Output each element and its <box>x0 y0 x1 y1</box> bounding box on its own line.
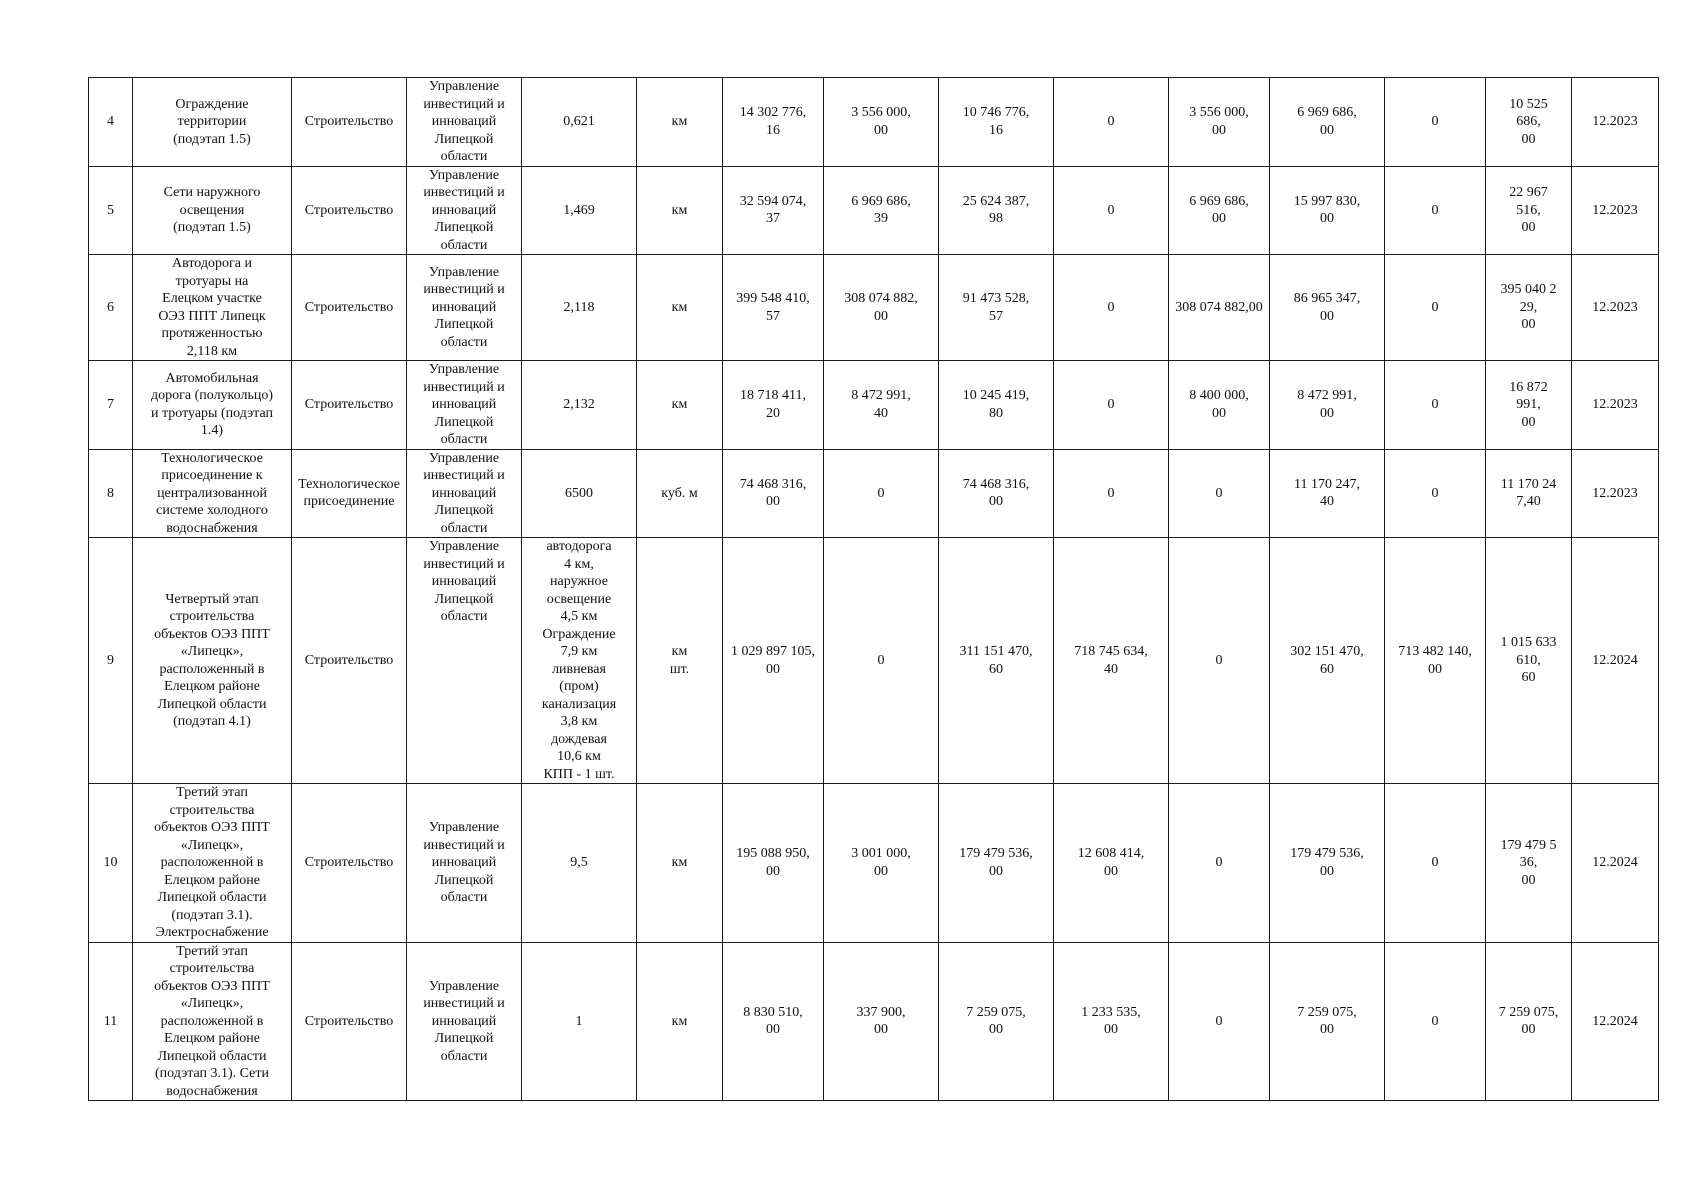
table-row <box>89 449 1659 538</box>
work-type-cell: Строительство <box>292 78 407 167</box>
value-col-8-cell: 11 170 24 7,40 <box>1486 449 1572 538</box>
completion-date-cell: 12.2024 <box>1572 942 1659 1101</box>
object-name-cell: Автодорога и тротуары на Елецком участке ОЭЗ ППТ Липецк протяженностью 2,118 км <box>133 255 292 361</box>
value-col-6-cell: 11 170 247, 40 <box>1270 449 1385 538</box>
value-col-8-cell: 16 872 991, 00 <box>1486 361 1572 450</box>
unit-of-measure-cell: км шт. <box>637 538 723 784</box>
value-col-6-cell: 15 997 830, 00 <box>1270 166 1385 255</box>
table-body <box>89 78 1659 1101</box>
value-col-3-cell: 10 746 776, 16 <box>939 78 1054 167</box>
value-col-2-cell: 6 969 686, 39 <box>824 166 939 255</box>
object-name-cell: Технологическое присоединение к централизованной системе холодного водоснабжения <box>133 449 292 538</box>
value-col-8-cell: 22 967 516, 00 <box>1486 166 1572 255</box>
value-col-5-cell: 8 400 000, 00 <box>1169 361 1270 450</box>
table-row <box>89 942 1659 1101</box>
responsible-org-cell: Управление инвестиций и инноваций Липецкой области <box>407 449 522 538</box>
work-type-cell: Строительство <box>292 255 407 361</box>
value-col-6-cell: 86 965 347, 00 <box>1270 255 1385 361</box>
object-name-cell: Третий этап строительства объектов ОЭЗ ППТ «Липецк», расположенной в Елецком районе Липецкой области (подэтап 3.1). Электроснабжение <box>133 784 292 943</box>
value-col-8-cell: 1 015 633 610, 60 <box>1486 538 1572 784</box>
value-col-7-cell: 0 <box>1385 255 1486 361</box>
capacity-volume-cell: 2,118 <box>522 255 637 361</box>
value-col-7-cell: 0 <box>1385 784 1486 943</box>
value-col-3-cell: 7 259 075, 00 <box>939 942 1054 1101</box>
total-cost-cell: 399 548 410, 57 <box>723 255 824 361</box>
object-name-cell: Сети наружного освещения (подэтап 1.5) <box>133 166 292 255</box>
responsible-org-cell: Управление инвестиций и инноваций Липецкой области <box>407 784 522 943</box>
value-col-3-cell: 25 624 387, 98 <box>939 166 1054 255</box>
table-row <box>89 784 1659 943</box>
total-cost-cell: 8 830 510, 00 <box>723 942 824 1101</box>
unit-of-measure-cell: км <box>637 784 723 943</box>
value-col-3-cell: 179 479 536, 00 <box>939 784 1054 943</box>
value-col-8-cell: 179 479 5 36, 00 <box>1486 784 1572 943</box>
work-type-cell: Строительство <box>292 166 407 255</box>
work-type-cell: Технологическое присоединение <box>292 449 407 538</box>
total-cost-cell: 32 594 074, 37 <box>723 166 824 255</box>
value-col-5-cell: 0 <box>1169 449 1270 538</box>
value-col-5-cell: 0 <box>1169 784 1270 943</box>
responsible-org-cell: Управление инвестиций и инноваций Липецкой области <box>407 255 522 361</box>
responsible-org-cell: Управление инвестиций и инноваций Липецкой области <box>407 78 522 167</box>
capacity-volume-cell: автодорога 4 км, наружное освещение 4,5 км Ограждение 7,9 км ливневая (пром) канализация 3,8 км дождевая 10,6 км КПП - 1 шт. <box>522 538 637 784</box>
work-type-cell: Строительство <box>292 361 407 450</box>
completion-date-cell: 12.2024 <box>1572 784 1659 943</box>
unit-of-measure-cell: км <box>637 942 723 1101</box>
value-col-6-cell: 8 472 991, 00 <box>1270 361 1385 450</box>
value-col-5-cell: 308 074 882,00 <box>1169 255 1270 361</box>
total-cost-cell: 18 718 411, 20 <box>723 361 824 450</box>
value-col-6-cell: 6 969 686, 00 <box>1270 78 1385 167</box>
value-col-2-cell: 308 074 882, 00 <box>824 255 939 361</box>
value-col-5-cell: 6 969 686, 00 <box>1169 166 1270 255</box>
value-col-2-cell: 0 <box>824 538 939 784</box>
object-name-cell: Третий этап строительства объектов ОЭЗ ППТ «Липецк», расположенной в Елецком районе Липецкой области (подэтап 3.1). Сети водоснабжения <box>133 942 292 1101</box>
table-row <box>89 361 1659 450</box>
value-col-7-cell: 0 <box>1385 942 1486 1101</box>
capacity-volume-cell: 6500 <box>522 449 637 538</box>
value-col-7-cell: 0 <box>1385 166 1486 255</box>
object-name-cell: Четвертый этап строительства объектов ОЭЗ ППТ «Липецк», расположенный в Елецком районе Липецкой области (подэтап 4.1) <box>133 538 292 784</box>
completion-date-cell: 12.2023 <box>1572 166 1659 255</box>
responsible-org-cell: Управление инвестиций и инноваций Липецкой области <box>407 361 522 450</box>
value-col-7-cell: 713 482 140, 00 <box>1385 538 1486 784</box>
value-col-8-cell: 7 259 075, 00 <box>1486 942 1572 1101</box>
responsible-org-cell: Управление инвестиций и инноваций Липецкой области <box>407 942 522 1101</box>
work-type-cell: Строительство <box>292 784 407 943</box>
value-col-6-cell: 179 479 536, 00 <box>1270 784 1385 943</box>
unit-of-measure-cell: км <box>637 166 723 255</box>
completion-date-cell: 12.2023 <box>1572 449 1659 538</box>
work-type-cell: Строительство <box>292 942 407 1101</box>
row-number-cell: 4 <box>89 78 133 167</box>
unit-of-measure-cell: км <box>637 78 723 167</box>
total-cost-cell: 14 302 776, 16 <box>723 78 824 167</box>
value-col-7-cell: 0 <box>1385 361 1486 450</box>
object-name-cell: Автомобильная дорога (полукольцо) и тротуары (подэтап 1.4) <box>133 361 292 450</box>
capacity-volume-cell: 2,132 <box>522 361 637 450</box>
row-number-cell: 8 <box>89 449 133 538</box>
completion-date-cell: 12.2024 <box>1572 538 1659 784</box>
capacity-volume-cell: 0,621 <box>522 78 637 167</box>
row-number-cell: 5 <box>89 166 133 255</box>
value-col-3-cell: 91 473 528, 57 <box>939 255 1054 361</box>
unit-of-measure-cell: км <box>637 361 723 450</box>
value-col-4-cell: 12 608 414, 00 <box>1054 784 1169 943</box>
value-col-4-cell: 0 <box>1054 449 1169 538</box>
value-col-8-cell: 10 525 686, 00 <box>1486 78 1572 167</box>
unit-of-measure-cell: куб. м <box>637 449 723 538</box>
value-col-4-cell: 0 <box>1054 255 1169 361</box>
value-col-5-cell: 3 556 000, 00 <box>1169 78 1270 167</box>
value-col-4-cell: 0 <box>1054 361 1169 450</box>
object-name-cell: Ограждение территории (подэтап 1.5) <box>133 78 292 167</box>
value-col-2-cell: 3 001 000, 00 <box>824 784 939 943</box>
row-number-cell: 11 <box>89 942 133 1101</box>
table-row <box>89 538 1659 784</box>
value-col-4-cell: 718 745 634, 40 <box>1054 538 1169 784</box>
investment-table <box>88 77 1659 1101</box>
value-col-2-cell: 337 900, 00 <box>824 942 939 1101</box>
value-col-7-cell: 0 <box>1385 78 1486 167</box>
value-col-3-cell: 74 468 316, 00 <box>939 449 1054 538</box>
row-number-cell: 9 <box>89 538 133 784</box>
value-col-6-cell: 7 259 075, 00 <box>1270 942 1385 1101</box>
completion-date-cell: 12.2023 <box>1572 255 1659 361</box>
responsible-org-cell: Управление инвестиций и инноваций Липецкой области <box>407 538 522 784</box>
value-col-7-cell: 0 <box>1385 449 1486 538</box>
table-row <box>89 166 1659 255</box>
value-col-2-cell: 3 556 000, 00 <box>824 78 939 167</box>
value-col-3-cell: 311 151 470, 60 <box>939 538 1054 784</box>
completion-date-cell: 12.2023 <box>1572 78 1659 167</box>
value-col-4-cell: 0 <box>1054 78 1169 167</box>
capacity-volume-cell: 1 <box>522 942 637 1101</box>
value-col-5-cell: 0 <box>1169 942 1270 1101</box>
value-col-8-cell: 395 040 2 29, 00 <box>1486 255 1572 361</box>
row-number-cell: 7 <box>89 361 133 450</box>
total-cost-cell: 195 088 950, 00 <box>723 784 824 943</box>
value-col-2-cell: 0 <box>824 449 939 538</box>
total-cost-cell: 1 029 897 105, 00 <box>723 538 824 784</box>
table-row <box>89 78 1659 167</box>
capacity-volume-cell: 9,5 <box>522 784 637 943</box>
responsible-org-cell: Управление инвестиций и инноваций Липецкой области <box>407 166 522 255</box>
unit-of-measure-cell: км <box>637 255 723 361</box>
value-col-4-cell: 1 233 535, 00 <box>1054 942 1169 1101</box>
work-type-cell: Строительство <box>292 538 407 784</box>
row-number-cell: 6 <box>89 255 133 361</box>
completion-date-cell: 12.2023 <box>1572 361 1659 450</box>
table-row <box>89 255 1659 361</box>
value-col-4-cell: 0 <box>1054 166 1169 255</box>
value-col-3-cell: 10 245 419, 80 <box>939 361 1054 450</box>
capacity-volume-cell: 1,469 <box>522 166 637 255</box>
total-cost-cell: 74 468 316, 00 <box>723 449 824 538</box>
value-col-2-cell: 8 472 991, 40 <box>824 361 939 450</box>
row-number-cell: 10 <box>89 784 133 943</box>
value-col-6-cell: 302 151 470, 60 <box>1270 538 1385 784</box>
value-col-5-cell: 0 <box>1169 538 1270 784</box>
